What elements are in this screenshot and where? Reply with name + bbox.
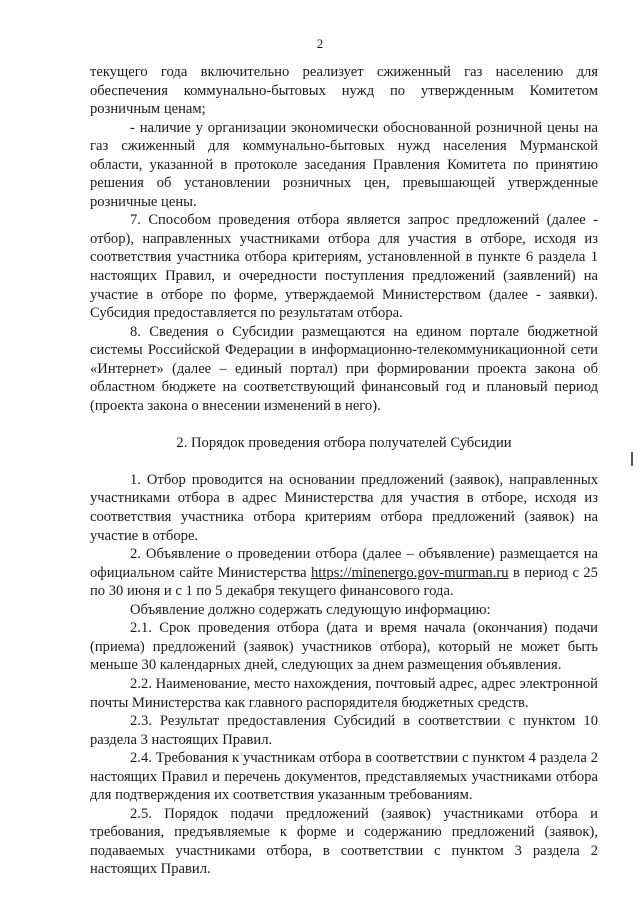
page-number: 2 (316, 36, 324, 51)
paragraph-2-3: 2.3. Результат предоставления Субсидий в соответствии с пунктом 10 раздела 3 настоящих Правил. (90, 713, 598, 748)
document-body (90, 63, 598, 879)
paragraph-2-2: 2.2. Наименование, место нахождения, почтовый адрес, адрес электронной почты Министерства как главного распорядителя бюджетных средств. (90, 675, 598, 711)
paragraph-2-5: 2.5. Порядок подачи предложений (заявок) участниками отбора и требования, предъявляемые к форме и содержанию предложений (заявок), подаваемых участниками отбора, в соответствии с пунктом 3 раздела 2 настоящих Правил. (90, 805, 598, 878)
paragraph-price-condition: - наличие у организации экономически обоснованной розничной цены на газ сжиженный для коммунально-бытовых нужд населения Мурманской области, указанной в протоколе заседания Правления Комитета по принятию решения об установлении розничных цен, превышающей утвержденные розничные цены. (90, 119, 598, 210)
scan-margin-mark (631, 452, 633, 466)
ministry-website-link[interactable]: https://minenergo.gov-murman.ru (311, 564, 509, 581)
paragraph-2-4: 2.4. Требования к участникам отбора в соответствии с пунктом 4 раздела 2 настоящих Правил и перечень документов, представляемых участниками отбора для подтверждения их соответствия указанным требованиям. (90, 750, 598, 804)
paragraph-continuation: текущего года включительно реализует сжиженный газ населению для обеспечения коммунально-бытовых нужд по утвержденным Комитетом розничным ценам; (90, 64, 598, 118)
paragraph-2-1: 2.1. Срок проведения отбора (дата и время начала (окончания) подачи (приема) предложений (заявок) участников отбора), который не может быть меньше 30 календарных дней, следующих за днем размещения объявления. (90, 620, 598, 674)
paragraph-section2-1: 1. Отбор проводится на основании предложений (заявок), направленных участниками отбора в адрес Министерства для участия в отборе, исходя из соответствия участника отбора критериям отбора предложений (заявок) на участие в отборе. (90, 471, 598, 544)
announcement-text: 2. Объявление о проведении отбора (далее – объявление) размещается на официальном сайте Министерства (90, 546, 598, 581)
paragraph-8: 8. Сведения о Субсидии размещаются на едином портале бюджетной системы Российской Федерации в информационно-телекоммуникационной сети «Интернет» (далее – единый портал) при формировании проекта закона об областном бюджете на соответствующий финансовый год и плановый период (проекта закона о внесении изменений в него). (90, 323, 598, 414)
paragraph-7: 7. Способом проведения отбора является запрос предложений (далее - отбор), направленных участниками отбора для участия в отборе, исходя из соответствия участника отбора критериям, установленной в пункте 6 раздела 1 настоящих Правил, и очередности поступления предложений (заявлений) на участие в отборе по форме, утверждаемой Министерством (далее - заявки). Субсидия предоставляется по результатам отбора. (90, 212, 598, 322)
announcement-period-text: в период с 25 по 30 июня и с 1 по 5 декабря текущего финансового года. (90, 564, 598, 600)
section-heading: 2. Порядок проведения отбора получателей Субсидии (176, 434, 512, 451)
paragraph-section2-2 (90, 545, 598, 601)
paragraph-announcement-content: Объявление должно содержать следующую информацию: (130, 601, 491, 618)
